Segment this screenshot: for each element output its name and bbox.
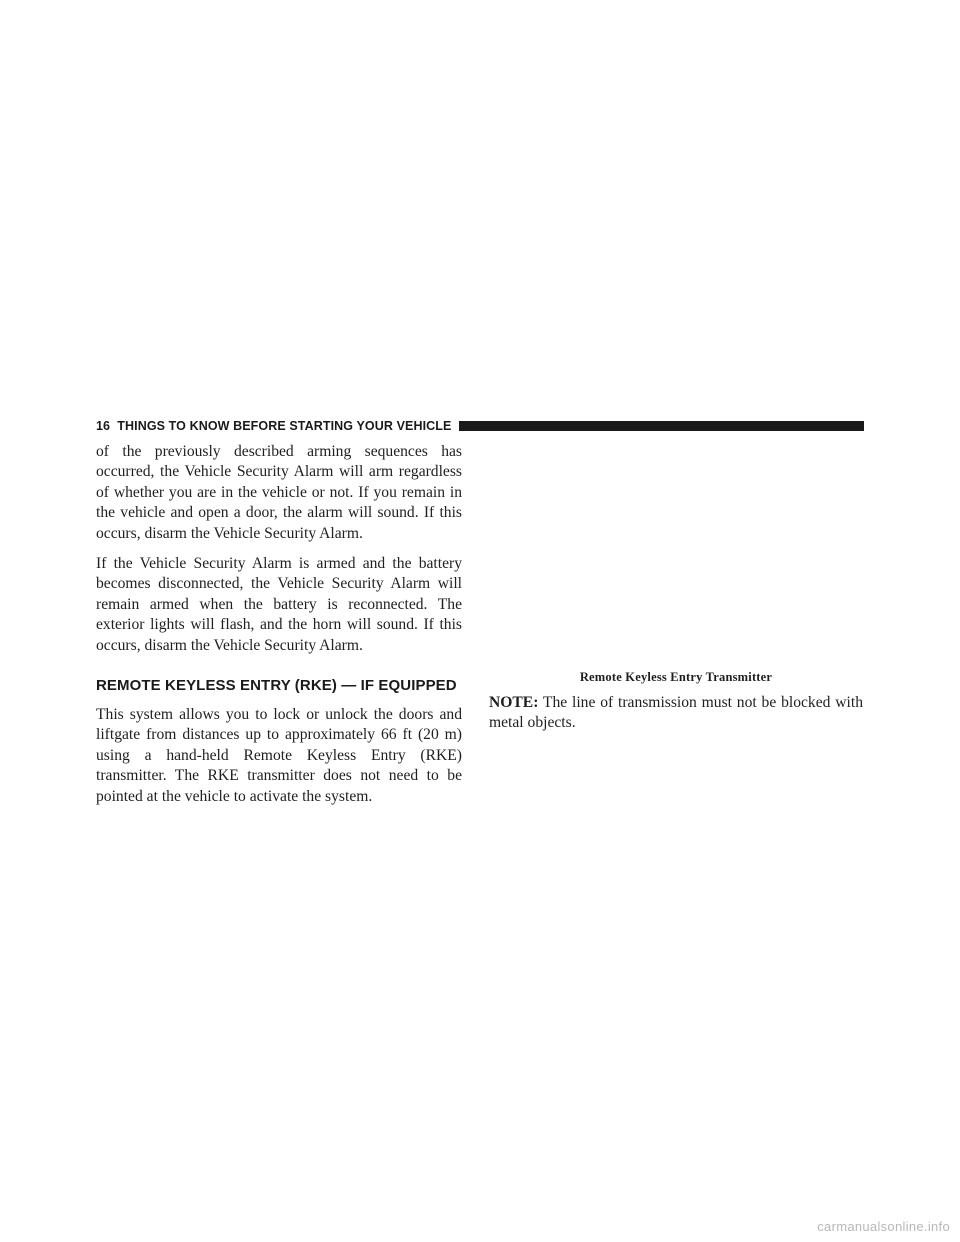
chapter-title: THINGS TO KNOW BEFORE STARTING YOUR VEHICLE [117,419,452,433]
note-paragraph [489,693,863,734]
section-heading-rke: REMOTE KEYLESS ENTRY (RKE) — IF EQUIPPED [96,677,457,695]
transmitter-figure [489,440,863,660]
right-column [489,440,863,744]
note-label: NOTE: [489,694,539,711]
header-rule [459,421,864,431]
header-text [96,419,451,433]
figure-caption: Remote Keyless Entry Transmitter [579,670,773,684]
note-text: The line of transmission must not be blocked with metal objects. [489,694,863,732]
paragraph-alarm-arm: of the previously described arming sequences has occurred, the Vehicle Security Alarm will arm regardless of whether you are in the vehicle or not. If you remain in the vehicle and open a door, the alarm will sound. If this occurs, disarm the Vehicle Security Alarm. [96,443,462,542]
page-header [96,418,864,434]
page-number: 16 [96,419,111,433]
paragraph-rke-description: This system allows you to lock or unlock the doors and liftgate from distances up to approximately 66 ft (20 m) using a hand-held Remote Keyless Entry (RKE) transmitter. The RKE transmitter does not need to be pointed at the vehicle to activate the system. [96,706,462,805]
watermark: carmanualsonline.info [817,1219,950,1234]
paragraph-battery: If the Vehicle Security Alarm is armed and the battery becomes disconnected, the Vehicle Security Alarm will remain armed when the battery is reconnected. The exterior lights will flash, and the horn will sound. If this occurs, disarm the Vehicle Security Alarm. [96,555,462,654]
left-column [96,442,462,817]
